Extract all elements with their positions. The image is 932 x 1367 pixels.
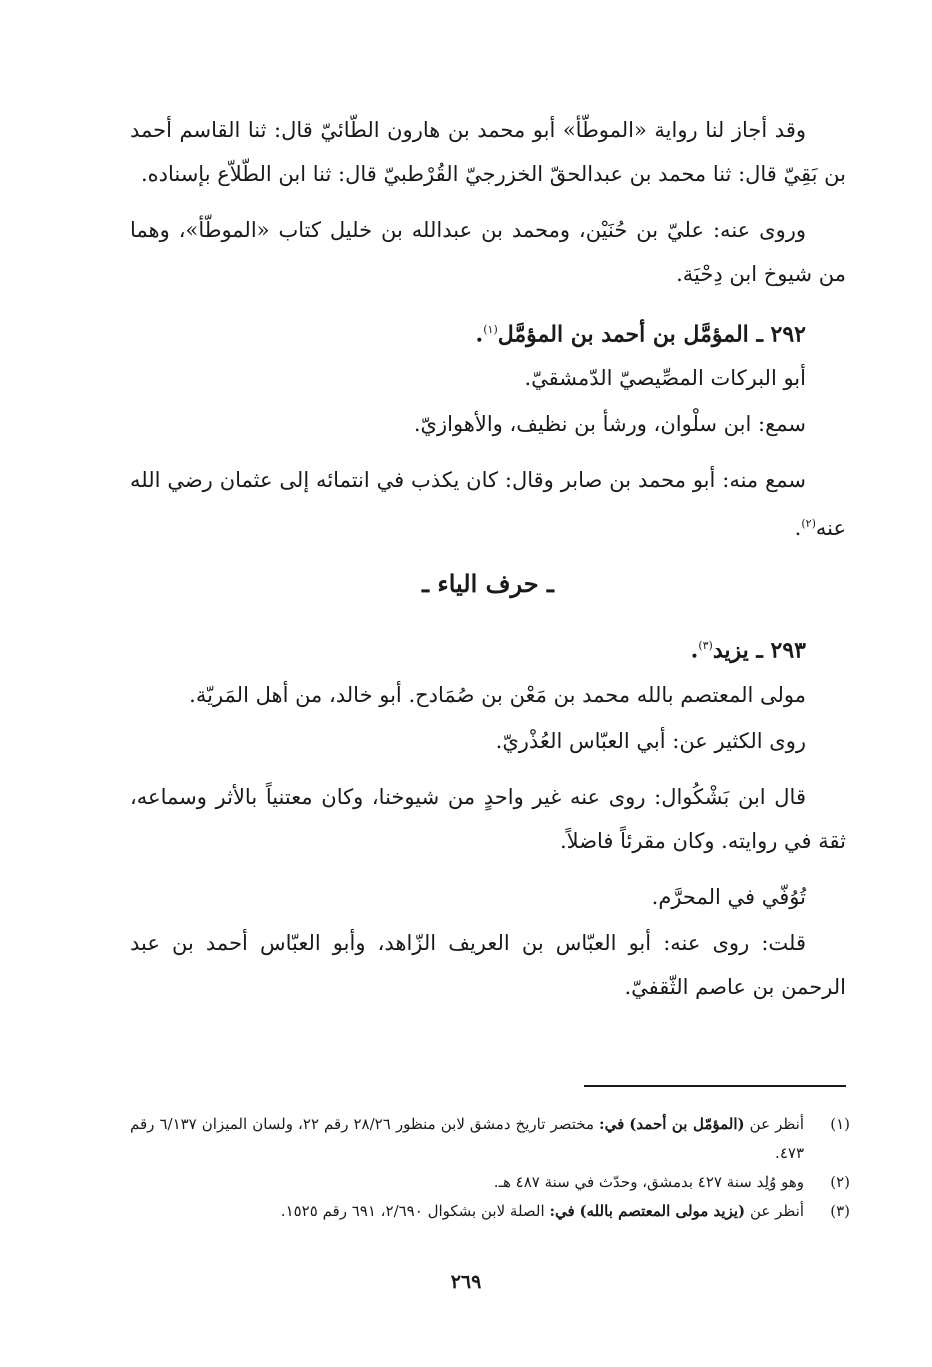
footnote-3-fi: في: xyxy=(549,1202,575,1220)
footnotes xyxy=(130,1110,850,1226)
entry-293-death: تُوُفّي في المحرَّم. xyxy=(651,884,806,909)
entry-292-heard-from xyxy=(130,458,846,550)
footnote-3-number: (٣) xyxy=(830,1202,850,1220)
entry-292-heading xyxy=(130,308,846,356)
entry-292-heard-from-period: . xyxy=(794,516,802,541)
footnote-2-text: وهو وُلِد سنة ٤٢٧ بدمشق، وحدّث في سنة ٤٨٧ هـ. xyxy=(493,1173,804,1191)
footnote-3-prefix: أنظر عن xyxy=(749,1202,804,1220)
footnote-3-text xyxy=(130,1197,804,1226)
footnote-1-rest: مختصر تاريخ دمشق لابن منظور ٢٨/٢٦ رقم ٢٢، ولسان الميزان ٦/١٣٧ رقم ٤٧٣. xyxy=(130,1115,804,1162)
footnote-1-fi: في: xyxy=(599,1115,625,1133)
entry-293-ibn-bashkuwal: قال ابن بَشْكُوال: روى عنه غير واحدٍ من شيوخنا، وكان معتنياً بالأثر وسماعه، ثقة في روايته. وكان مقرئاً فاضلاً. xyxy=(130,784,846,853)
entry-292-kunya: أبو البركات المصِّيصيّ الدّمشقيّ. xyxy=(524,366,806,391)
entry-293-heading-period: . xyxy=(690,637,699,664)
footnote-3-rest: الصلة لابن بشكوال ٢/٦٩٠، ٦٩١ رقم ١٥٢٥. xyxy=(280,1202,545,1220)
entry-292-heading-period: . xyxy=(475,321,484,348)
footnote-ref-2: (٢) xyxy=(801,517,816,531)
footnote-3 xyxy=(130,1197,850,1226)
footnote-3-bold: (يزيد مولى المعتصم بالله) xyxy=(579,1202,746,1220)
entry-293-narrated: روى الكثير عن: أبي العبّاس العُذْريّ. xyxy=(495,728,806,753)
entry-292-title: ٢٩٢ ـ المؤمَّل بن أحمد بن المؤمَّل xyxy=(497,321,806,348)
entry-293-heading xyxy=(130,624,846,672)
entry-293-description: مولى المعتصم بالله محمد بن مَعْن بن صُمَادح. أبو خالد، من أهل المَريّة. xyxy=(189,682,806,707)
page-body xyxy=(130,108,846,1021)
footnote-divider xyxy=(584,1085,846,1087)
entry-292-heard-from-text: سمع منه: أبو محمد بن صابر وقال: كان يكذب في انتمائه إلى عثمان رضي الله عنه xyxy=(130,468,846,541)
entry-292-heard: سمع: ابن سلْوان، ورشأ بن نظيف، والأهوازيّ. xyxy=(413,412,806,437)
footnote-1 xyxy=(130,1110,850,1168)
footnote-2-number: (٢) xyxy=(830,1173,850,1191)
entry-293-title: ٢٩٣ ـ يزيد xyxy=(712,637,806,664)
entry-293-qultu: قلت: روى عنه: أبو العبّاس بن العريف الزّاهد، وأبو العبّاس أحمد بن عبد الرحمن بن عاصم الثّقفيّ. xyxy=(130,930,846,999)
paragraph-narrators: وروى عنه: عليّ بن حُنَيْن، ومحمد بن عبدالله بن خليل كتاب «الموطّأ»، وهما من شيوخ ابن دِحْيَة. xyxy=(130,218,846,286)
footnote-1-text xyxy=(130,1110,804,1168)
footnote-ref-3: (٣) xyxy=(698,639,713,653)
footnote-1-prefix: أنظر عن xyxy=(749,1115,805,1133)
page-number: ٢٦٩ xyxy=(450,1271,482,1293)
footnote-1-bold: (المؤمّل بن أحمد) xyxy=(629,1115,745,1133)
footnote-ref-1: (١) xyxy=(483,323,498,336)
footnote-2 xyxy=(130,1168,850,1197)
footnote-1-number: (١) xyxy=(830,1115,850,1133)
paragraph-ijaza: وقد أجاز لنا رواية «الموطّأ» أبو محمد بن هارون الطّائيّ قال: ثنا القاسم أحمد بن بَقِيّ قال: ثنا محمد بن عبدالحقّ الخزرجيّ القُرْطبيّ قال: ثنا ابن الطّلاّع بإسناده. xyxy=(130,118,846,186)
chapter-title: ـ حرف الياء ـ xyxy=(422,569,554,599)
